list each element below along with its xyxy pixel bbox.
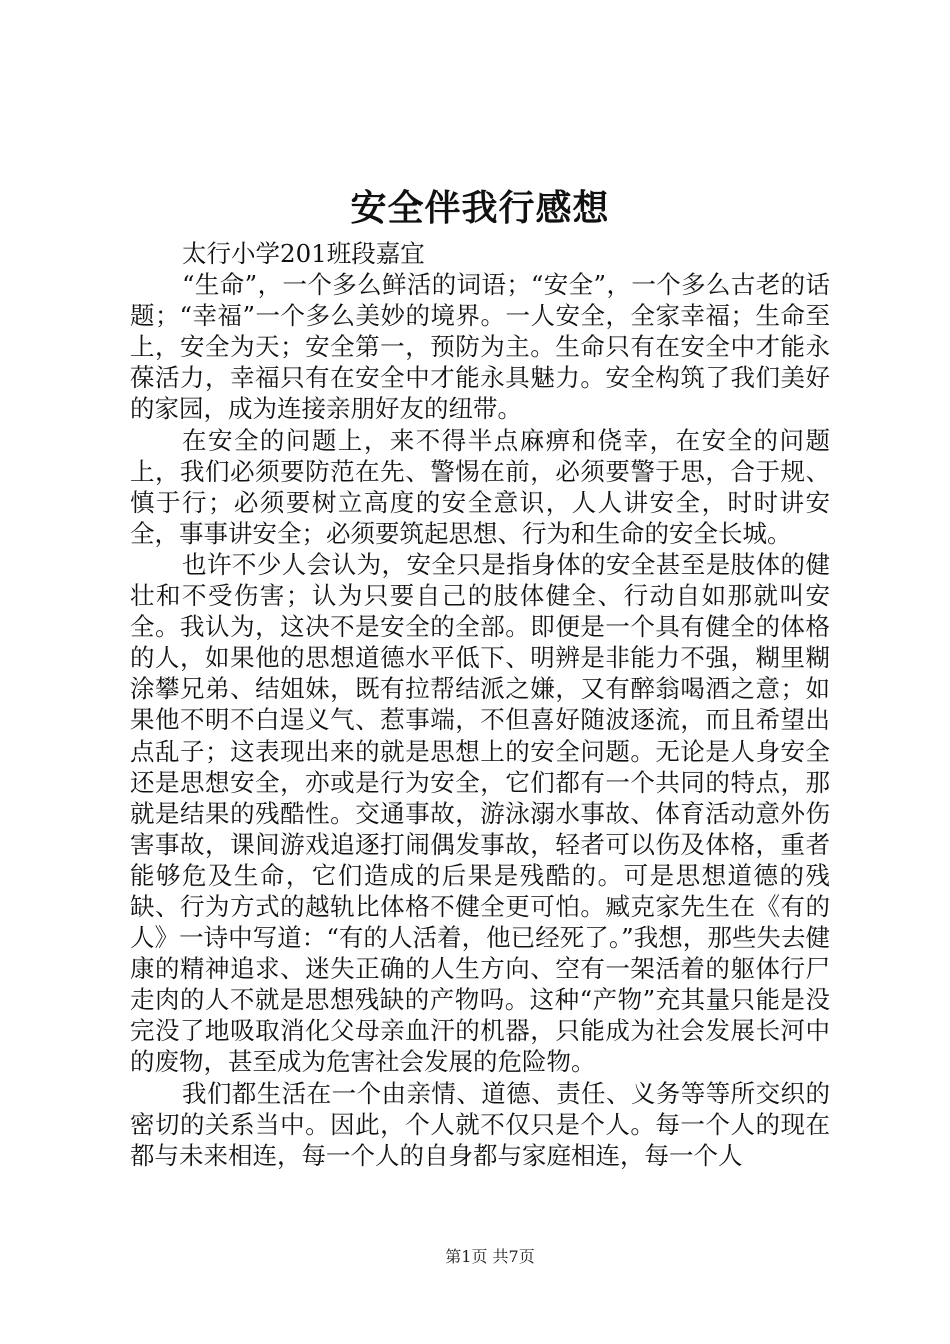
paragraph-4: 我们都生活在一个由亲情、道德、责任、义务等等所交织的密切的关系当中。因此，个人就不仅只是个人。每一个人的现在都与未来相连，每一个人的自身都与家庭相连，每一个人 (130, 1078, 830, 1170)
paragraph-3: 也许不少人会认为，安全只是指身体的安全甚至是肢体的健壮和不受伤害；认为只要自己的肢体健全、行动自如那就叫安全。我认为，这决不是安全的全部。即便是一个具有健全的体格的人，如果他的思想道德水平低下、明辨是非能力不强，糊里糊涂攀兄弟、结姐妹，既有拉帮结派之嫌，又有醉翁喝酒之意；如果他不明不白逞义气、惹事端，不但喜好随波逐流，而且希望出点乱子；这表现出来的就是思想上的安全问题。无论是人身安全还是思想安全，亦或是行为安全，它们都有一个共同的特点，那就是结果的残酷性。交通事故，游泳溺水事故、体育活动意外伤害事故，课间游戏追逐打闹偶发事故，轻者可以伤及体格，重者能够危及生命，它们造成的后果是残酷的。可是思想道德的残缺、行为方式的越轨比体格不健全更可怕。臧克家先生在《有的人》一诗中写道：“有的人活着，他已经死了。”我想，那些失去健康的精神追求、迷失正确的人生方向、空有一架活着的躯体行尸走肉的人不就是思想残缺的产物吗。这种“产物”充其量只能是没完没了地吸取消化父母亲血汗的机器，只能成为社会发展长河中的废物，甚至成为危害社会发展的危险物。 (130, 549, 830, 1077)
paragraph-1: “生命”，一个多么鲜活的词语；“安全”，一个多么古老的话题；“幸福”一个多么美妙的境界。一人安全，全家幸福；生命至上，安全为天；安全第一，预防为主。生命只有在安全中才能永葆活力，幸福只有在安全中才能永具魅力。安全构筑了我们美好的家园，成为连接亲朋好友的纽带。 (130, 270, 830, 424)
document-title: 安全伴我行感想 (350, 188, 610, 229)
document-body (130, 238, 830, 1171)
paragraph-2: 在安全的问题上，来不得半点麻痹和侥幸，在安全的问题上，我们必须要防范在先、警惕在前，必须要警于思，合于规、慎于行；必须要树立高度的安全意识，人人讲安全，时时讲安全，事事讲安全；必须要筑起思想、行为和生命的安全长城。 (130, 425, 830, 548)
page-number-footer: 第1页 共7页 (445, 1247, 535, 1266)
author-byline: 太行小学201班段嘉宜 (182, 239, 425, 268)
